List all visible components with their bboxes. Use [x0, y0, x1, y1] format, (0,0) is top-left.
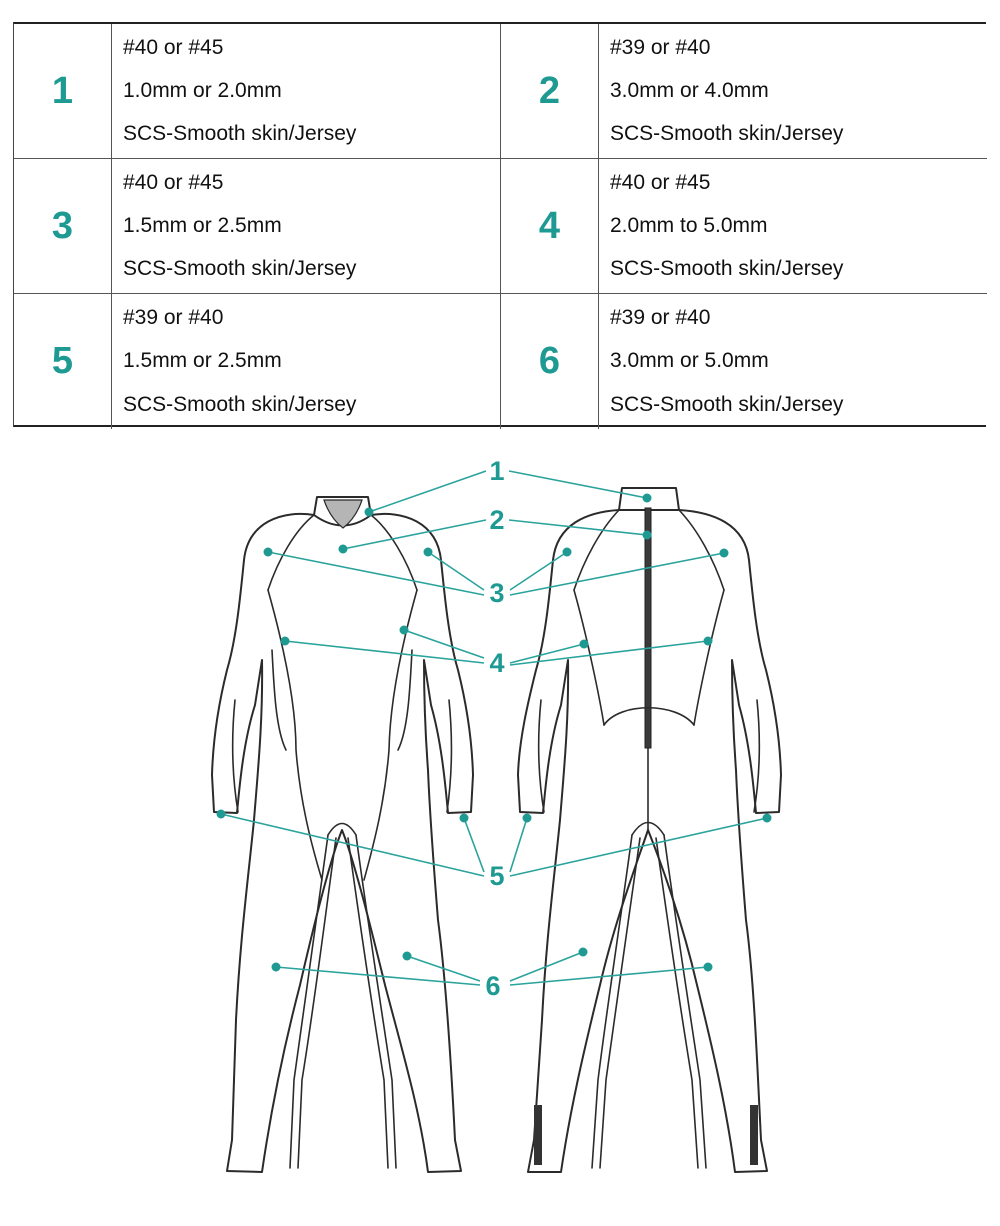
- callout-4: 4: [489, 648, 505, 678]
- back-left-ankle-zip: [534, 1105, 542, 1165]
- zone-spec: [112, 159, 501, 294]
- wetsuit-front-view: [212, 497, 473, 1172]
- callout-6: 6: [485, 971, 501, 1001]
- zone-number: 6: [501, 294, 599, 429]
- back-left-sleeve-seam: [539, 700, 544, 812]
- zone-thickness: 3.0mm or 4.0mm: [610, 78, 769, 102]
- front-left-raglan: [268, 515, 314, 590]
- zone-thickness: 1.0mm or 2.0mm: [123, 78, 282, 102]
- callout-1: 1: [489, 456, 505, 486]
- zone-spec: [599, 159, 987, 294]
- callout-labels: [485, 456, 504, 1001]
- zone-thickness: 1.5mm or 2.5mm: [123, 349, 282, 373]
- zone-number: 5: [14, 294, 112, 429]
- front-right-sleeve-seam: [447, 700, 451, 812]
- front-left-inner-leg-2: [298, 838, 336, 1168]
- front-right-arm-panel: [398, 650, 412, 750]
- zone-material: SCS-Smooth skin/Jersey: [610, 257, 844, 281]
- back-left-inner-leg: [592, 835, 632, 1168]
- front-right-raglan: [371, 515, 417, 590]
- zone-spec: [112, 294, 501, 429]
- zone-number: 2: [501, 24, 599, 159]
- zone-spec: [599, 24, 987, 159]
- zone-thickness: 2.0mm to 5.0mm: [610, 213, 768, 237]
- front-right-inner-leg-2: [348, 838, 388, 1168]
- zone-material: SCS-Smooth skin/Jersey: [123, 122, 357, 146]
- zone-spec: [112, 24, 501, 159]
- back-right-inner-leg: [664, 835, 706, 1168]
- zone-thickness: 3.0mm or 5.0mm: [610, 349, 769, 373]
- back-right-side-panel: [694, 590, 724, 725]
- callout-leaders: [221, 471, 767, 985]
- zone-code: #40 or #45: [123, 170, 224, 194]
- callout-3: 3: [489, 578, 505, 608]
- callout-2: 2: [489, 505, 505, 535]
- zone-code: #40 or #45: [610, 170, 711, 194]
- zone-material: SCS-Smooth skin/Jersey: [610, 393, 844, 417]
- back-left-inner-leg-2: [600, 838, 640, 1168]
- back-zipper: [645, 508, 651, 748]
- back-right-ankle-zip: [750, 1105, 758, 1165]
- zone-material: SCS-Smooth skin/Jersey: [123, 393, 357, 417]
- front-left-sleeve-seam: [233, 700, 238, 812]
- zone-code: #40 or #45: [123, 35, 224, 59]
- back-right-inner-leg-2: [656, 838, 698, 1168]
- zone-number: 1: [14, 24, 112, 159]
- callout-dots: [217, 494, 772, 972]
- zone-code: #39 or #40: [610, 35, 711, 59]
- zone-material: SCS-Smooth skin/Jersey: [123, 257, 357, 281]
- zone-thickness: 1.5mm or 2.5mm: [123, 213, 282, 237]
- zone-number: 3: [14, 159, 112, 294]
- callout-5: 5: [489, 861, 505, 891]
- zone-code: #39 or #40: [610, 305, 711, 329]
- back-right-raglan: [679, 510, 724, 590]
- front-left-arm-panel: [272, 650, 286, 750]
- zone-spec-table: [13, 22, 986, 427]
- zone-number: 4: [501, 159, 599, 294]
- zone-material: SCS-Smooth skin/Jersey: [610, 122, 844, 146]
- front-right-side-panel: [364, 590, 417, 880]
- zone-spec: [599, 294, 987, 429]
- wetsuit-diagram: [0, 440, 1000, 1226]
- wetsuit-back-view: [518, 488, 781, 1172]
- zone-code: #39 or #40: [123, 305, 224, 329]
